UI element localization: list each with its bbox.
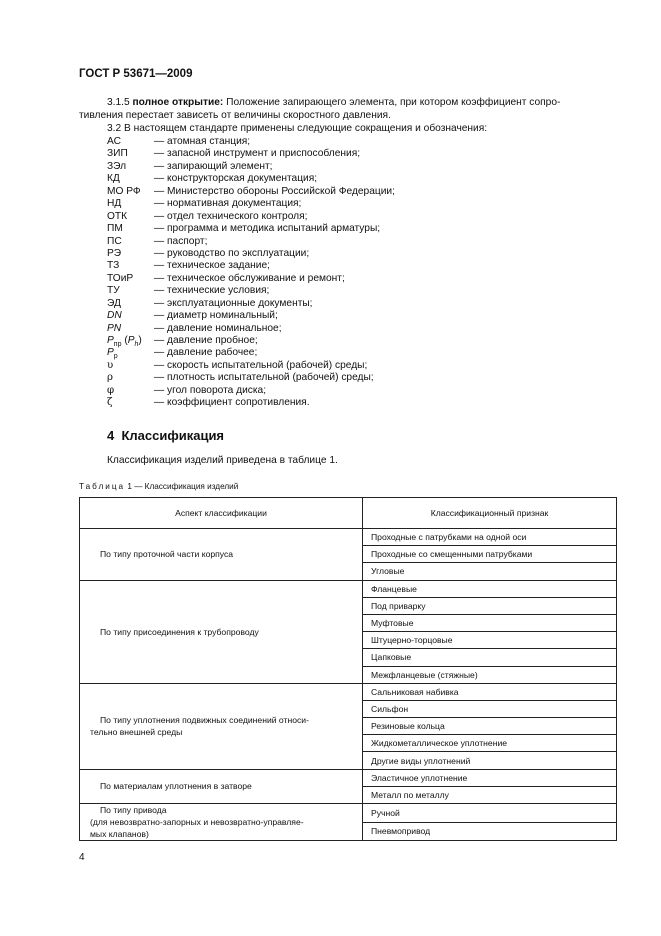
- abbreviation-row: [107, 223, 395, 235]
- abbreviation-row: [107, 273, 395, 285]
- abbreviation-key: ТУ: [107, 285, 120, 297]
- column-header-sign: Классификационный признак: [363, 498, 617, 529]
- classification-sign: Под приварку: [363, 597, 617, 614]
- abbreviation-description: — техническое задание;: [154, 260, 270, 272]
- abbreviation-description: — диаметр номинальный;: [154, 310, 278, 322]
- aspect-line: По типу проточной части корпуса: [100, 549, 234, 560]
- abbreviation-row: [107, 248, 395, 260]
- table-caption: Таблица 1 — Классификация изделий: [79, 482, 239, 491]
- section-intro: Классификация изделий приведена в таблице 1.: [107, 455, 338, 466]
- classification-sign: Другие виды уплотнений: [363, 752, 617, 769]
- classification-sign: Сильфон: [363, 700, 617, 717]
- aspect-line: По типу привода: [100, 805, 167, 815]
- abbreviation-key: АС: [107, 136, 121, 147]
- classification-aspect: [80, 769, 363, 803]
- table-row: [80, 529, 617, 546]
- section-heading: 4 Классификация: [107, 428, 225, 443]
- abbreviation-key: φ: [107, 384, 115, 396]
- abbreviation-key: ПС: [107, 235, 122, 247]
- page-number: 4: [79, 852, 85, 863]
- abbreviation-description: — Министерство обороны Российской Федерации;: [154, 185, 395, 197]
- abbreviation-row: [107, 136, 395, 148]
- abbreviation-key: НД: [107, 198, 122, 210]
- table-row: [80, 580, 617, 597]
- abbreviation-key: ρ: [107, 372, 113, 384]
- abbreviation-key: РЭ: [107, 247, 122, 259]
- aspect-line: (для невозвратно-запорных и невозвратно-управляе-: [90, 817, 304, 827]
- abbreviation-list: [107, 136, 395, 410]
- aspect-line: По типу уплотнения подвижных соединений относи-: [100, 715, 309, 726]
- classification-sign: Пневмопривод: [363, 822, 617, 841]
- classification-sign: Эластичное уплотнение: [363, 769, 617, 786]
- abbreviation-description: — технические условия;: [154, 285, 270, 297]
- clause-number: 3.1.5: [107, 97, 130, 108]
- abbreviation-description: — руководство по эксплуатации;: [154, 247, 310, 259]
- column-header-aspect: Аспект классификации: [80, 498, 363, 529]
- abbreviation-description: — давление рабочее;: [154, 347, 258, 359]
- abbreviation-description: — давление пробное;: [154, 335, 258, 346]
- abbreviation-row: [107, 173, 395, 185]
- abbreviation-description: — техническое обслуживание и ремонт;: [154, 272, 345, 284]
- aspect-line: По типу присоединения к трубопроводу: [100, 626, 259, 637]
- classification-aspect: [80, 683, 363, 769]
- classification-sign: Фланцевые: [363, 580, 617, 597]
- abbreviation-description: — плотность испытательной (рабочей) среды;: [154, 372, 374, 384]
- abbreviation-description: — запирающий элемент;: [154, 160, 273, 172]
- abbreviation-key: PN: [107, 322, 122, 334]
- abbreviation-row: [107, 161, 395, 173]
- abbreviation-description: — угол поворота диска;: [154, 384, 267, 396]
- abbreviation-row: [107, 236, 395, 248]
- abbreviation-description: — коэффициент сопротивления.: [154, 397, 310, 409]
- abbreviation-description: — нормативная документация;: [154, 198, 302, 210]
- abbreviation-row: [107, 347, 395, 359]
- classification-aspect: [80, 580, 363, 683]
- abbreviation-row: [107, 211, 395, 223]
- abbreviation-description: — давление номинальное;: [154, 322, 282, 334]
- abbreviation-key: ОТК: [107, 210, 128, 222]
- abbreviation-key: МО РФ: [107, 185, 141, 197]
- abbreviation-row: [107, 397, 395, 409]
- table-row: [80, 769, 617, 786]
- abbreviation-description: — паспорт;: [154, 235, 208, 247]
- abbreviation-description: — скорость испытательной (рабочей) среды;: [154, 359, 368, 371]
- abbreviation-row: [107, 285, 395, 297]
- classification-sign: Сальниковая набивка: [363, 683, 617, 700]
- abbreviation-description: — эксплуатационные документы;: [154, 297, 313, 309]
- abbreviation-key: КД: [107, 173, 120, 185]
- classification-table: [79, 497, 617, 841]
- abbreviation-row: [107, 260, 395, 272]
- abbreviation-description: — конструкторская документация;: [154, 173, 318, 185]
- clause-3-2: 3.2 В настоящем стандарте применены следующие сокращения и обозначения:: [107, 123, 488, 134]
- classification-sign: Угловые: [363, 563, 617, 580]
- abbreviation-row: [107, 372, 395, 384]
- abbreviation-key: ζ: [107, 397, 113, 409]
- abbreviation-row: [107, 323, 395, 335]
- classification-aspect: [80, 529, 363, 581]
- abbreviation-row: [107, 148, 395, 160]
- abbreviation-row: [107, 310, 395, 322]
- abbreviation-description: — атомная станция;: [154, 136, 251, 147]
- classification-sign: Межфланцевые (стяжные): [363, 666, 617, 683]
- abbreviation-key: ЗЭл: [107, 160, 127, 172]
- classification-sign: Муфтовые: [363, 614, 617, 631]
- term: полное открытие:: [132, 97, 224, 108]
- abbreviation-row: [107, 360, 395, 372]
- classification-sign: Жидкометаллическое уплотнение: [363, 735, 617, 752]
- abbreviation-row: [107, 335, 395, 347]
- abbreviation-key: ЗИП: [107, 148, 128, 160]
- aspect-line: тельно внешней среды: [90, 727, 183, 738]
- abbreviation-description: — программа и методика испытаний арматуры;: [154, 223, 381, 235]
- abbreviation-description: — запасной инструмент и приспособления;: [154, 148, 361, 160]
- abbreviation-key: DN: [107, 310, 122, 322]
- aspect-line: мых клапанов): [90, 829, 149, 839]
- abbreviation-row: [107, 298, 395, 310]
- abbreviation-key: ТЗ: [107, 260, 120, 272]
- abbreviation-key: $P_р$: [107, 347, 118, 361]
- classification-sign: Проходные со смещенными патрубками: [363, 546, 617, 563]
- aspect-line: По материалам уплотнения в затворе: [100, 781, 252, 792]
- classification-sign: Ручной: [363, 804, 617, 823]
- classification-sign: Цапковые: [363, 649, 617, 666]
- classification-sign: Штуцерно-торцовые: [363, 632, 617, 649]
- abbreviation-description: — отдел технического контроля;: [154, 210, 308, 222]
- definition-3-1-5: [79, 96, 617, 122]
- classification-sign: Металл по металлу: [363, 786, 617, 803]
- classification-sign: Резиновые кольца: [363, 718, 617, 735]
- document-header: ГОСТ Р 53671—2009: [79, 68, 193, 80]
- abbreviation-key: ЭД: [107, 297, 121, 309]
- abbreviation-row: [107, 198, 395, 210]
- classification-sign: Проходные с патрубками на одной оси: [363, 529, 617, 546]
- abbreviation-key: ПМ: [107, 223, 123, 235]
- abbreviation-key: ТОиР: [107, 272, 134, 284]
- table-row: [80, 804, 617, 823]
- definition-text-continued: тивления перестает зависеть от величины скоростного давления.: [79, 110, 391, 121]
- definition-text: Положение запирающего элемента, при котором коэффициент сопро-: [226, 97, 561, 108]
- abbreviation-key: υ: [107, 359, 114, 371]
- table-row: [80, 683, 617, 700]
- classification-aspect: [80, 804, 363, 841]
- abbreviation-key: $P_{пр}$ $(P_h)$: [107, 335, 142, 349]
- abbreviation-row: [107, 385, 395, 397]
- abbreviation-row: [107, 186, 395, 198]
